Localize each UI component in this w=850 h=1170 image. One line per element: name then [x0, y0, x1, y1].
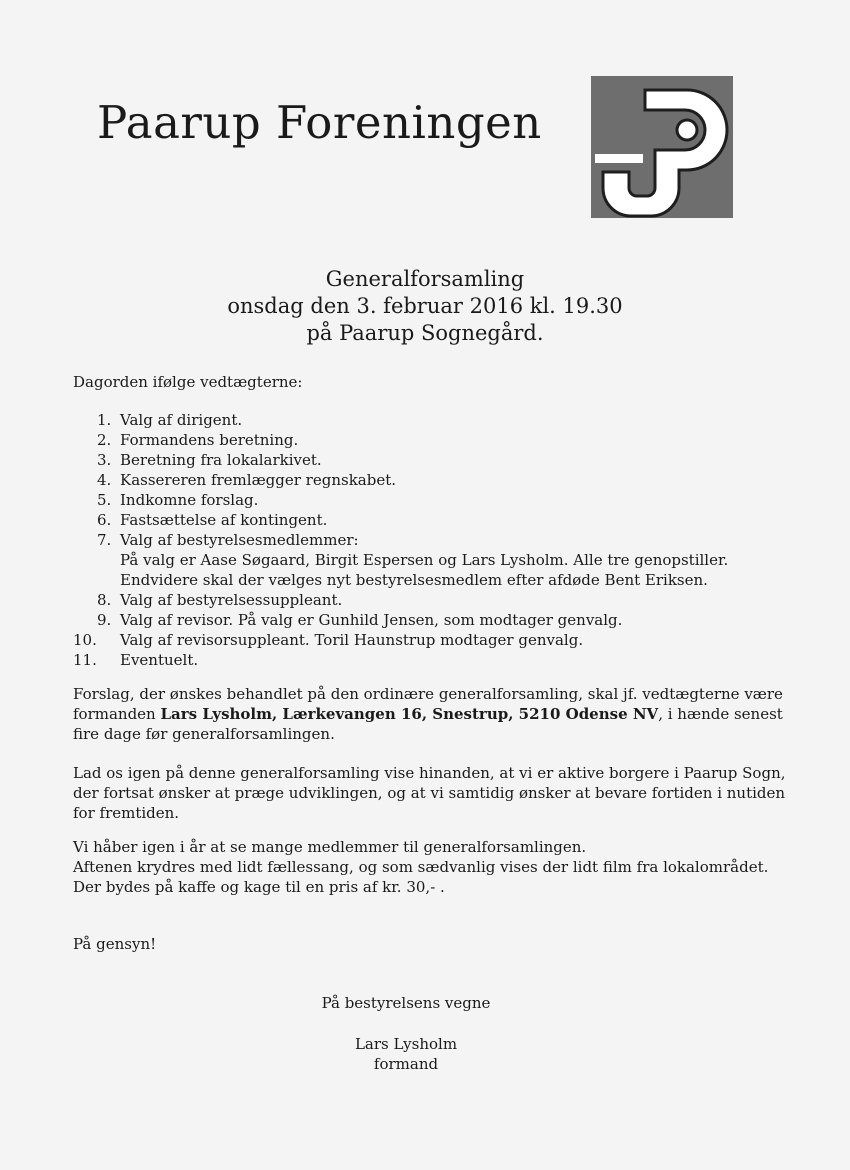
agenda-item-detail: På valg er Aase Søgaard, Birgit Espersen og Lars Lysholm. Alle tre genopstiller.	[120, 551, 729, 569]
signature-on-behalf: På bestyrelsens vegne	[321, 994, 491, 1012]
agenda-item	[73, 530, 793, 590]
meeting-date: onsdag den 3. februar 2016 kl. 19.30	[227, 294, 623, 318]
agenda-item	[73, 410, 793, 430]
agenda-item-text: Valg af revisor. På valg er Gunhild Jensen, som modtager genvalg.	[120, 611, 623, 629]
agenda-item-number: 6.	[97, 511, 112, 529]
signature-name: Lars Lysholm	[354, 1035, 458, 1053]
agenda-item-text: Fastsættelse af kontingent.	[120, 511, 328, 529]
agenda-intro: Dagorden ifølge vedtægterne:	[73, 373, 303, 391]
agenda-item-number: 1.	[97, 411, 112, 429]
agenda-item	[73, 650, 793, 670]
meeting-location: på Paarup Sognegård.	[306, 321, 544, 345]
agenda-item	[73, 590, 793, 610]
appeal-line: for fremtiden.	[73, 804, 180, 822]
agenda-item-detail: Endvidere skal der vælges nyt bestyrelsesmedlem efter afdøde Bent Eriksen.	[120, 571, 708, 589]
meeting-heading: Generalforsamling	[325, 267, 525, 291]
agenda-item-text: Kassereren fremlægger regnskabet.	[120, 471, 396, 489]
agenda-item-number: 2.	[97, 431, 112, 449]
logo-bar	[595, 154, 643, 163]
proposals-line: Forslag, der ønskes behandlet på den ordinære generalforsamling, skal jf. vedtægterne være	[73, 685, 783, 703]
appeal-line: der fortsat ønsker at præge udviklingen, og at vi samtidig ønsker at bevare fortiden i nutiden	[73, 784, 786, 802]
proposals-paragraph	[73, 684, 793, 744]
agenda-list	[73, 410, 793, 670]
agenda-item-number: 4.	[97, 471, 112, 489]
agenda-item-text: Valg af bestyrelsessuppleant.	[120, 591, 343, 609]
agenda-item-number: 9.	[97, 611, 112, 629]
invitation-line: Aftenen krydres med lidt fællessang, og som sædvanlig vises der lidt film fra lokalområdet.	[73, 858, 769, 876]
agenda-item-text: Valg af bestyrelsesmedlemmer:	[120, 531, 359, 549]
agenda-item-text: Beretning fra lokalarkivet.	[120, 451, 322, 469]
agenda-item	[73, 470, 793, 490]
proposals-line	[73, 704, 793, 724]
agenda-item	[73, 430, 793, 450]
logo-dot	[677, 120, 697, 140]
agenda-item-text: Indkomne forslag.	[120, 491, 259, 509]
agenda-item-text: Valg af revisorsuppleant. Toril Haunstrup modtager genvalg.	[120, 631, 584, 649]
agenda-item-text: Eventuelt.	[120, 651, 199, 669]
agenda-item-text: Valg af dirigent.	[120, 411, 243, 429]
invitation-paragraph	[73, 837, 793, 897]
agenda-item-text: Formandens beretning.	[120, 431, 299, 449]
invitation-line: Vi håber igen i år at se mange medlemmer til generalforsamlingen.	[73, 838, 587, 856]
agenda-item	[73, 450, 793, 470]
agenda-item-number: 8.	[97, 591, 112, 609]
page-title: Paarup Foreningen	[97, 96, 542, 149]
appeal-paragraph	[73, 763, 793, 823]
agenda-item	[73, 510, 793, 530]
invitation-line: Der bydes på kaffe og kage til en pris af kr. 30,- .	[73, 878, 445, 896]
agenda-item-number: 11.	[73, 651, 97, 669]
closing-greeting: På gensyn!	[73, 935, 157, 953]
meeting-announcement	[0, 266, 850, 347]
chairman-address: Lars Lysholm, Lærkevangen 16, Snestrup, 5210 Odense NV	[160, 705, 659, 723]
appeal-line: Lad os igen på denne generalforsamling vise hinanden, at vi er aktive borgere i Paarup Sogn,	[73, 764, 786, 782]
association-logo-icon	[591, 76, 733, 218]
proposals-line: fire dage før generalforsamlingen.	[73, 725, 335, 743]
signature-role: formand	[373, 1055, 439, 1073]
proposals-text: , i hænde senest	[658, 705, 783, 723]
agenda-item-number: 7.	[97, 531, 112, 549]
agenda-item-number: 3.	[97, 451, 112, 469]
agenda-item	[73, 630, 793, 650]
proposals-text: formanden	[73, 705, 161, 723]
agenda-item	[73, 490, 793, 510]
agenda-item	[73, 610, 793, 630]
agenda-item-number: 10.	[73, 631, 97, 649]
agenda-item-number: 5.	[97, 491, 112, 509]
